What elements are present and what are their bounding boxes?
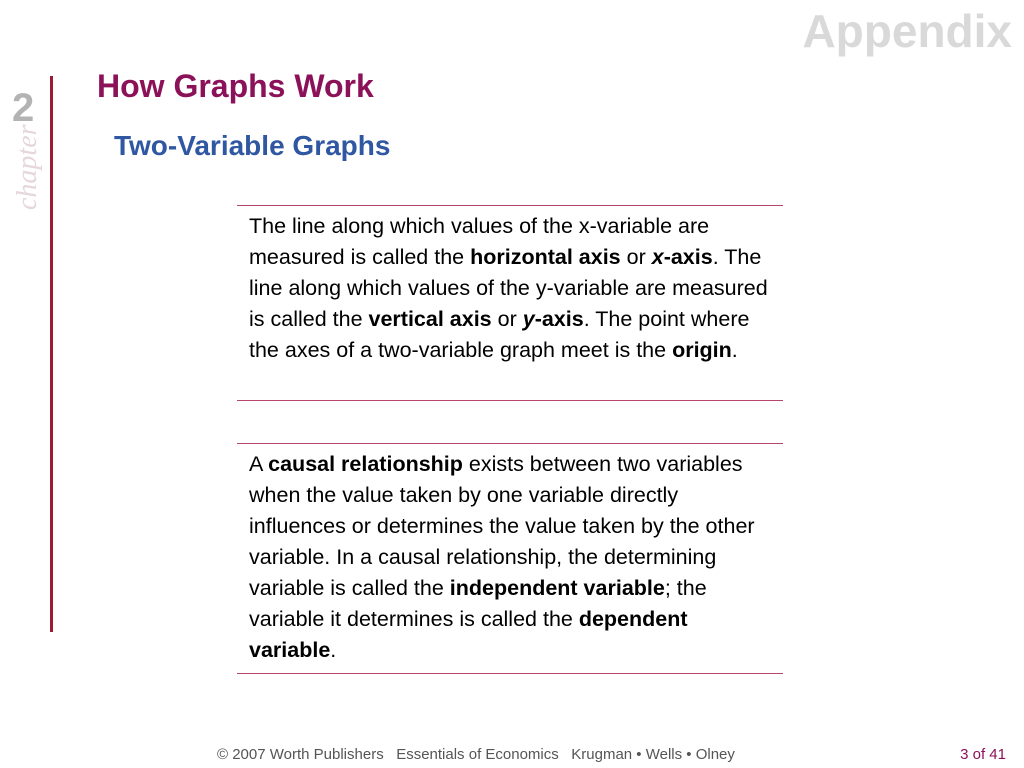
chapter-number: 2: [12, 86, 35, 130]
term-independent-variable: independent variable: [449, 576, 665, 600]
chapter-word: chapter: [12, 124, 43, 210]
definition-axes-text: The line along which values of the x-variable are measured is called the horizontal axis or x-axis. The line along which values of the y-variable are measured is called the vertical axis or y-axis. The point where the axes of a two-variable graph meet is the origin.: [249, 214, 768, 362]
term-vertical-axis: vertical axis: [368, 307, 492, 331]
definition-box-axes: [237, 205, 783, 401]
term-horizontal-axis: horizontal axis: [470, 245, 621, 269]
term-origin: origin: [672, 338, 732, 362]
footer-credits: © 2007 Worth Publishers Essentials of Economics Krugman • Wells • Olney: [217, 746, 735, 763]
slide-title: How Graphs Work: [97, 68, 374, 104]
page-number: 3 of 41: [960, 746, 1006, 763]
slide-subtitle: Two-Variable Graphs: [114, 130, 391, 161]
term-dependent-variable: dependent variable: [249, 607, 688, 662]
term-causal-relationship: causal relationship: [268, 452, 463, 476]
term-y-axis: y-axis: [522, 307, 584, 331]
definition-causal-text: A causal relationship exists between two variables when the value taken by one variable directly influences or determines the value taken by the other variable. In a causal relationship, the determining variable is called the independent variable; the variable it determines is called the dependent variable.: [249, 452, 755, 662]
chapter-divider: [50, 76, 53, 632]
term-x-axis: x-axis: [651, 245, 713, 269]
appendix-label: Appendix: [802, 5, 1012, 57]
slide-footer: [0, 744, 1024, 766]
definition-box-causal: [237, 443, 783, 674]
